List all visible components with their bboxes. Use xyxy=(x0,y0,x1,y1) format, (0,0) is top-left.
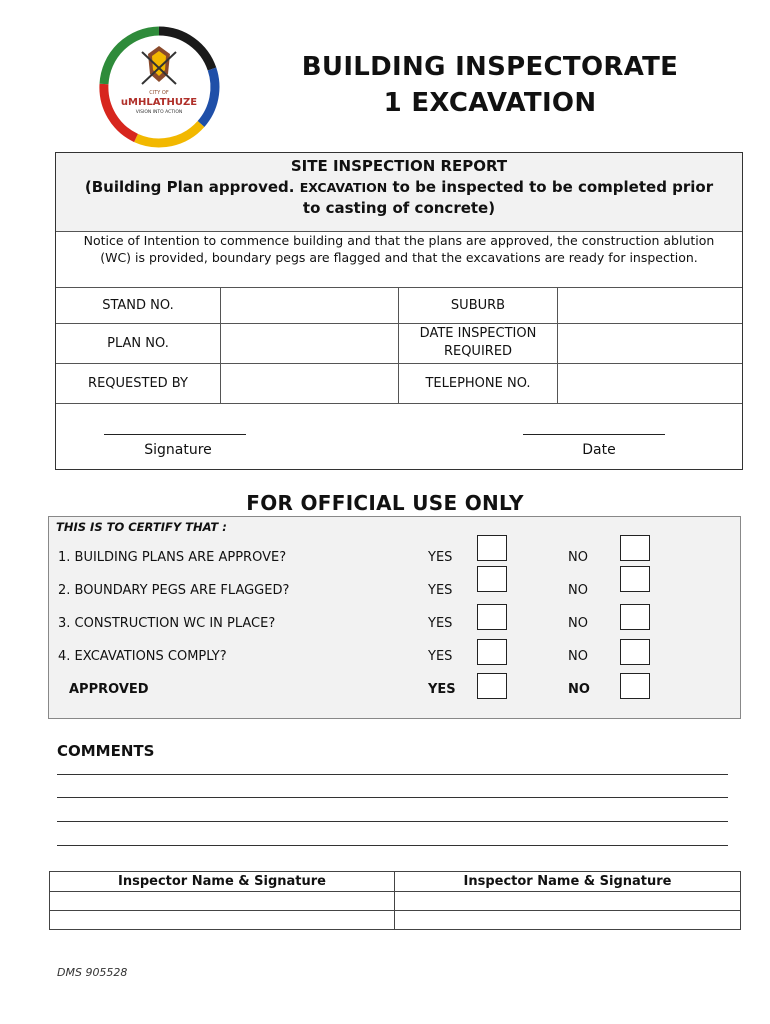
site-report-subheading-2: to casting of concrete) xyxy=(302,199,496,217)
stand-no-field[interactable] xyxy=(221,288,399,323)
title-line-2: 1 EXCAVATION xyxy=(383,88,597,118)
comment-line[interactable] xyxy=(57,821,728,822)
q4-no-checkbox[interactable] xyxy=(620,639,650,665)
site-inspection-box xyxy=(55,152,743,470)
city-logo xyxy=(96,24,222,150)
plan-no-field[interactable] xyxy=(221,323,399,363)
document-reference: DMS 905528 xyxy=(57,966,128,979)
site-report-subheading: (Building Plan approved. EXCAVATION to be inspected to be completed prior xyxy=(84,178,714,196)
q1-no-checkbox[interactable] xyxy=(620,535,650,561)
q3-no-checkbox[interactable] xyxy=(620,604,650,630)
notice-text: Notice of Intention to commence building and that the plans are approved, the construction ablution (WC) is provided, boundary pegs are flagged and that the excavations are ready for inspection. xyxy=(56,232,742,288)
date-inspection-field[interactable] xyxy=(558,323,743,363)
title-line-1: BUILDING INSPECTORATE xyxy=(301,52,679,82)
official-use-title: FOR OFFICIAL USE ONLY xyxy=(246,491,524,515)
question-1: 1. BUILDING PLANS ARE APPROVE? xyxy=(58,550,287,565)
yes-label: YES xyxy=(428,583,453,598)
suburb-field[interactable] xyxy=(558,288,743,323)
approved-label: APPROVED xyxy=(69,682,149,697)
approved-no-checkbox[interactable] xyxy=(620,673,650,699)
yes-label: YES xyxy=(428,550,453,565)
inspector-col-1-header: Inspector Name & Signature xyxy=(50,872,395,892)
certify-label: THIS IS TO CERTIFY THAT : xyxy=(56,520,227,534)
no-label: NO xyxy=(568,550,588,565)
site-report-heading: SITE INSPECTION REPORT xyxy=(290,157,508,175)
signature-line[interactable] xyxy=(104,434,246,435)
date-inspection-label: DATE INSPECTION REQUIRED xyxy=(399,323,558,363)
question-2: 2. BOUNDARY PEGS ARE FLAGGED? xyxy=(58,583,290,598)
inspector-cell[interactable] xyxy=(395,892,741,911)
stand-no-label: STAND NO. xyxy=(56,288,221,323)
question-3: 3. CONSTRUCTION WC IN PLACE? xyxy=(58,616,276,631)
telephone-field[interactable] xyxy=(558,363,743,403)
approved-no-label: NO xyxy=(568,682,590,697)
svg-text:VISION INTO ACTION: VISION INTO ACTION xyxy=(135,110,183,115)
svg-text:uMHLATHUZE: uMHLATHUZE xyxy=(120,97,198,108)
comment-line[interactable] xyxy=(57,797,728,798)
date-label: Date xyxy=(582,442,616,458)
suburb-label: SUBURB xyxy=(399,288,558,323)
yes-label: YES xyxy=(428,616,453,631)
approved-yes-label: YES xyxy=(428,682,456,697)
approved-yes-checkbox[interactable] xyxy=(477,673,507,699)
comment-line[interactable] xyxy=(57,774,728,775)
inspector-cell[interactable] xyxy=(395,911,741,930)
q1-yes-checkbox[interactable] xyxy=(477,535,507,561)
site-report-header xyxy=(56,153,742,232)
comment-line[interactable] xyxy=(57,845,728,846)
q3-yes-checkbox[interactable] xyxy=(477,604,507,630)
comments-title: COMMENTS xyxy=(57,742,155,760)
requested-by-label: REQUESTED BY xyxy=(56,363,221,403)
inspector-cell[interactable] xyxy=(50,911,395,930)
plan-no-label: PLAN NO. xyxy=(56,323,221,363)
no-label: NO xyxy=(568,583,588,598)
inspector-table xyxy=(49,871,741,930)
signature-label: Signature xyxy=(144,442,212,458)
question-4: 4. EXCAVATIONS COMPLY? xyxy=(58,649,227,664)
yes-label: YES xyxy=(428,649,453,664)
q2-no-checkbox[interactable] xyxy=(620,566,650,592)
q4-yes-checkbox[interactable] xyxy=(477,639,507,665)
inspector-cell[interactable] xyxy=(50,892,395,911)
site-details-table xyxy=(56,288,742,404)
no-label: NO xyxy=(568,649,588,664)
q2-yes-checkbox[interactable] xyxy=(477,566,507,592)
telephone-label: TELEPHONE NO. xyxy=(399,363,558,403)
no-label: NO xyxy=(568,616,588,631)
requested-by-field[interactable] xyxy=(221,363,399,403)
svg-text:CITY OF: CITY OF xyxy=(149,90,169,96)
inspector-col-2-header: Inspector Name & Signature xyxy=(395,872,741,892)
date-line[interactable] xyxy=(523,434,665,435)
